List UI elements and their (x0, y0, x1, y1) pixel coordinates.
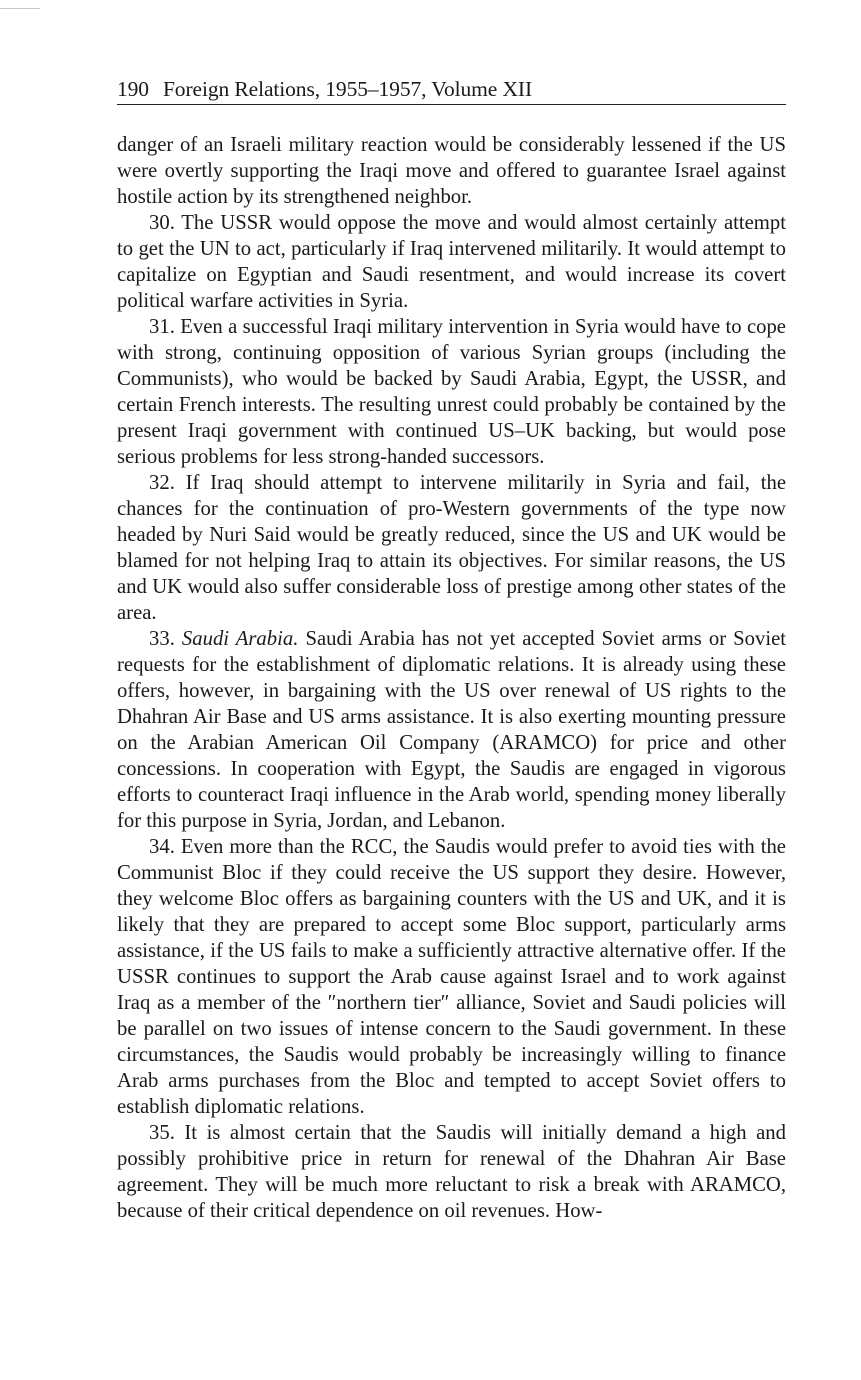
running-header (117, 74, 786, 105)
paragraph-continuation: danger of an Israeli military reaction would be considerably lessened if the US were overtly supporting the Iraqi move and offered to guarantee Israel against hostile action by its strengthened neighbor. (117, 134, 786, 208)
body-text (117, 132, 786, 1224)
paragraph-body: Saudi Arabia has not yet accepted Soviet arms or Soviet requests for the establishment of diplomatic relations. It is already using these offers, however, in bargaining with the US over renewal of US rights to the Dhahran Air Base and US arms assistance. It is also exerting mounting pressure on the Arabian American Oil Company (ARAMCO) for price and other concessions. In cooperation with Egypt, the Saudis are engaged in vigorous efforts to counteract Iraqi influence in the Arab world, spending money liberally for this purpose in Syria, Jordan, and Lebanon. (117, 628, 787, 832)
paragraph-subject: Saudi Arabia. (181, 628, 299, 650)
paragraph-31: 31. Even a successful Iraqi military intervention in Syria would have to cope with strong, continuing opposition of various Syrian groups (including the Communists), who would be backed by Saudi Arabia, Egypt, the USSR, and certain French interests. The resulting unrest could probably be contained by the present Iraqi government with continued US–UK backing, but would pose serious problems for less strong-handed successors. (117, 316, 786, 468)
scan-edge-mark (0, 8, 40, 9)
paragraph-35: 35. It is almost certain that the Saudis will initially demand a high and possibly prohibitive price in return for renewal of the Dhahran Air Base agreement. They will be much more reluctant to risk a break with ARAMCO, because of their critical dependence on oil revenues. How- (117, 1122, 786, 1222)
paragraph-number: 33. (149, 628, 175, 650)
paragraph-33 (117, 626, 786, 834)
page-number: 190 (117, 77, 149, 101)
paragraph-32: 32. If Iraq should attempt to intervene militarily in Syria and fail, the chances for the continuation of pro-Western governments of the type now headed by Nuri Said would be greatly reduced, since the US and UK would be blamed for not helping Iraq to attain its objectives. For similar reasons, the US and UK would also suffer considerable loss of prestige among other states of the area. (117, 472, 786, 624)
paragraph-34: 34. Even more than the RCC, the Saudis would prefer to avoid ties with the Communist Bloc if they could receive the US support they desire. However, they welcome Bloc offers as bargaining counters with the US and UK, and it is likely that they are prepared to accept some Bloc support, particularly arms assistance, if the US fails to make a sufficiently attractive alternative offer. If the USSR continues to support the Arab cause against Israel and to work against Iraq as a member of the ″northern tier″ alliance, Soviet and Saudi policies will be parallel on two issues of intense concern to the Saudi government. In these circumstances, the Saudis would probably be increasingly willing to finance Arab arms purchases from the Bloc and tempted to accept Soviet offers to establish diplomatic relations. (117, 836, 786, 1118)
header-title: Foreign Relations, 1955–1957, Volume XII (162, 77, 533, 101)
paragraph-30: 30. The USSR would oppose the move and would almost certainly attempt to get the UN to act, particularly if Iraq intervened militarily. It would attempt to capitalize on Egyptian and Saudi resentment, and would increase its covert political warfare activities in Syria. (117, 212, 786, 312)
document-page (117, 74, 786, 1224)
